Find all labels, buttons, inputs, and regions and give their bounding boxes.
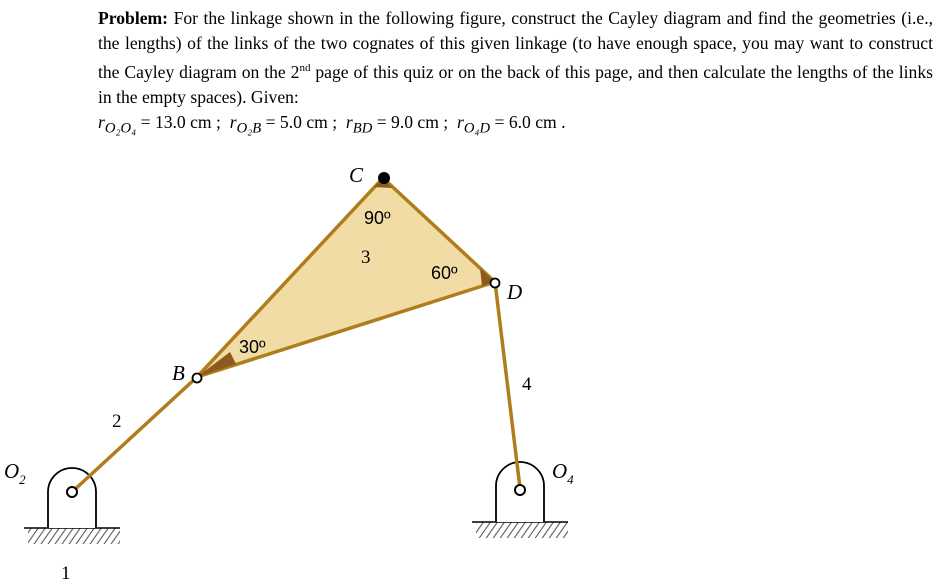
ground-hatch-left — [28, 528, 120, 544]
problem-body: For the linkage shown in the following figure, construct the Cayley diagram and find the geometries (i.e., the lengths) of the links of the two cognates of this given linkage (to have enough space, you may want to construct the Cayley diagram on the 2 — [98, 8, 933, 82]
link-label-1: 1 — [61, 563, 71, 584]
label-b: B — [172, 361, 185, 385]
label-c: C — [349, 163, 364, 187]
angle-c-label: 90º — [364, 208, 391, 228]
given-r-o2b: $r_{O_2B} = 5.0$ cm ; — [229, 111, 338, 137]
given-r-o4d: $r_{O_4D} = 6.0$ cm . — [456, 111, 566, 137]
problem-lead: Problem: — [98, 8, 169, 28]
joint-d — [491, 279, 500, 288]
problem-superscript: nd — [299, 62, 311, 74]
angle-b-label: 30º — [239, 337, 266, 357]
input-link — [72, 377, 197, 492]
label-o2: $O_2$ — [4, 459, 26, 487]
point-c — [378, 172, 390, 184]
joint-b — [193, 374, 202, 383]
angle-d-label: 60º — [431, 263, 458, 283]
ground-hatch-right — [476, 522, 568, 538]
label-o4: $O_4$ — [552, 459, 574, 487]
problem-body-end: page of this quiz or on the back of this page, and then calculate the lengths of the links in the empty spaces). Given: — [98, 61, 933, 107]
label-d: D — [507, 280, 523, 304]
joint-o4 — [515, 485, 525, 495]
given-r-o2o4: $r_{O_2O_4} = 13.0$ cm ; — [98, 111, 221, 137]
joint-o2 — [67, 487, 77, 497]
output-link — [495, 280, 523, 488]
given-r-bd: $r_{BD} = 9.0$ cm ; — [345, 111, 449, 137]
link-label-4: 4 — [522, 374, 532, 395]
link-label-2: 2 — [112, 411, 122, 432]
link-label-3: 3 — [361, 247, 371, 268]
